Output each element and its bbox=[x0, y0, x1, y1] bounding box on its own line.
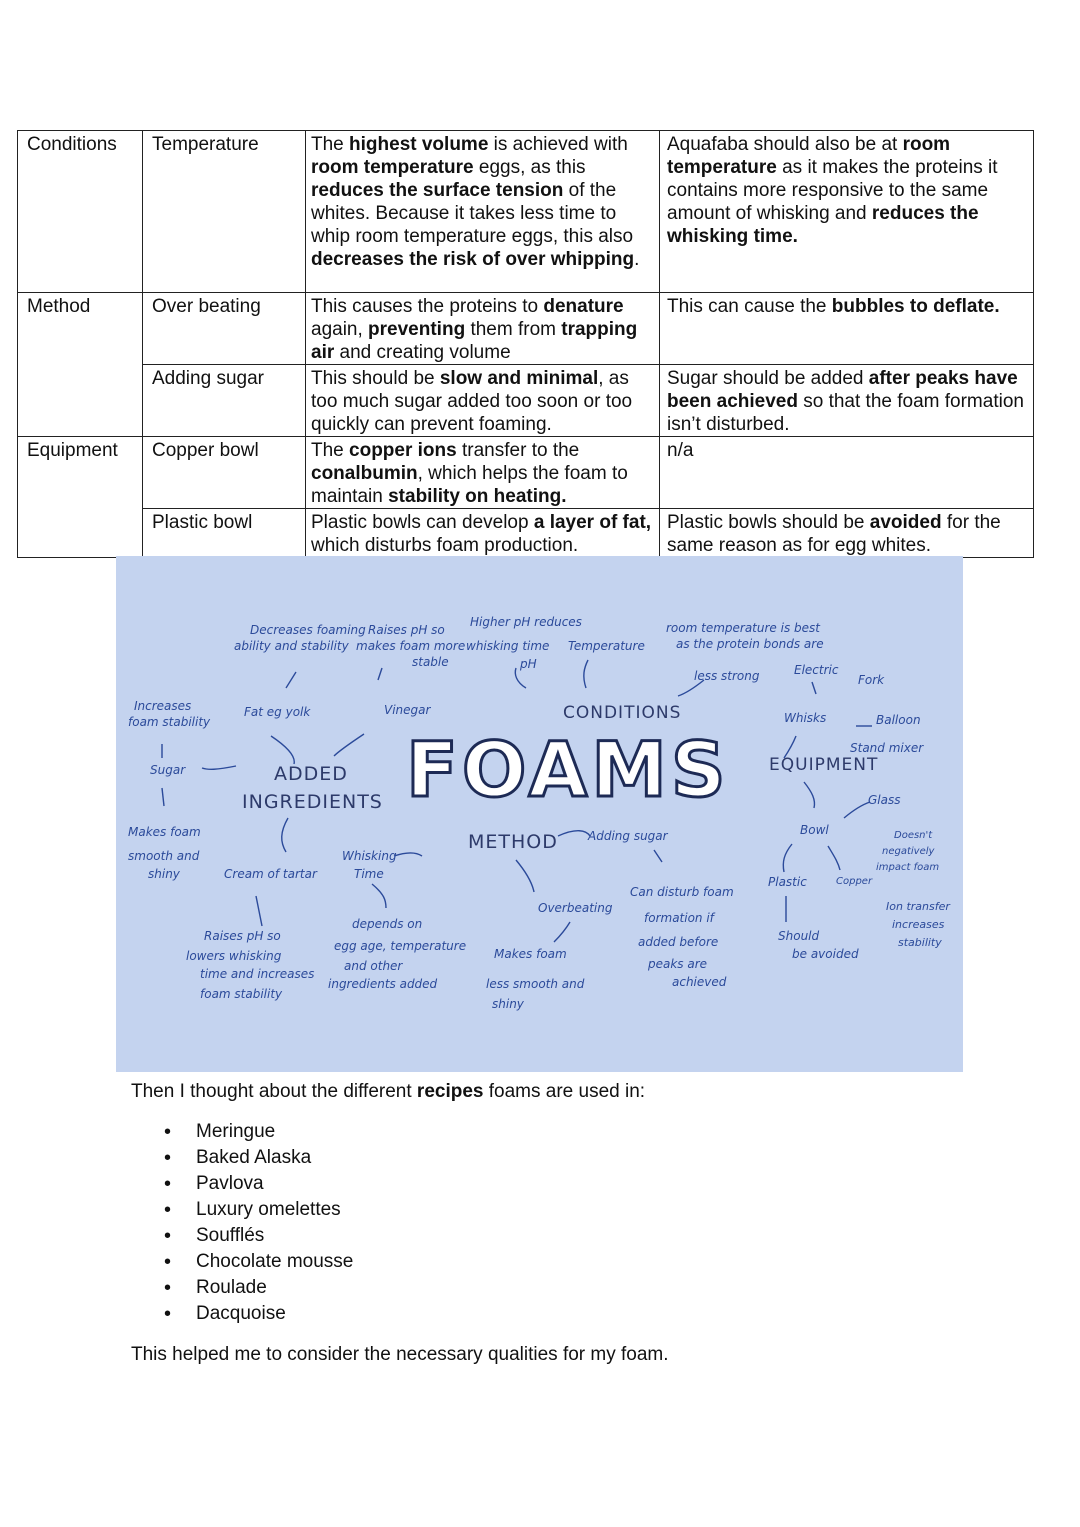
table-row bbox=[18, 437, 1034, 509]
category-cell bbox=[18, 509, 143, 558]
text: , as too much sugar added too soon or too quickly can prevent foaming. bbox=[311, 368, 633, 435]
text: Aquafaba should also be at bbox=[667, 134, 903, 155]
bold-text: after peaks have been achieved bbox=[667, 368, 1018, 412]
list-item: • Chocolate mousse bbox=[160, 1249, 353, 1275]
text: This should be bbox=[311, 368, 440, 389]
factor-cell: Copper bowl bbox=[143, 437, 306, 509]
list-item: • Baked Alaska bbox=[160, 1145, 353, 1171]
text: foams are used in: bbox=[483, 1081, 646, 1102]
bold-text: highest volume bbox=[349, 134, 489, 155]
note-balloon: Balloon bbox=[876, 713, 921, 727]
bold-text: avoided bbox=[869, 512, 942, 533]
text: as it makes the proteins it contains more responsive to the same amount of whisking and bbox=[667, 157, 998, 224]
effect-cell bbox=[306, 365, 660, 437]
note-should-avoid: Should be avoided bbox=[778, 929, 859, 961]
note-adding-sugar: Adding sugar bbox=[588, 829, 668, 843]
category-cell: Conditions bbox=[18, 131, 143, 293]
note-room-temp: room temperature is best as the protein bonds are less strong bbox=[666, 621, 824, 683]
list-item: • Pavlova bbox=[160, 1171, 353, 1197]
effect-cell bbox=[306, 509, 660, 558]
note-overbeating: Overbeating bbox=[538, 901, 613, 915]
factor-cell: Plastic bowl bbox=[143, 509, 306, 558]
note-higher-ph: Higher pH reduces whisking time bbox=[466, 615, 582, 653]
factor-cell: Temperature bbox=[143, 131, 306, 293]
bold-text: copper ions bbox=[349, 440, 457, 461]
note-fat: Fat eg yolk bbox=[244, 705, 311, 719]
branch-added-line2: INGREDIENTS bbox=[242, 791, 383, 813]
factor-cell: Over beating bbox=[143, 293, 306, 365]
text: eggs, as this bbox=[473, 157, 586, 178]
note-temperature: Temperature bbox=[568, 639, 645, 653]
note-sugar: Sugar bbox=[150, 763, 186, 777]
text: n/a bbox=[667, 440, 694, 461]
category-cell: Equipment bbox=[18, 437, 143, 509]
note-less-smooth: Makes foam less smooth and shiny bbox=[486, 947, 585, 1011]
text: Sugar should be added bbox=[667, 368, 869, 389]
alternative-cell bbox=[660, 437, 1034, 509]
text: them from bbox=[465, 319, 562, 340]
list-item: • Meringue bbox=[160, 1119, 353, 1145]
bold-text: preventing bbox=[368, 319, 466, 340]
bold-text: slow and minimal bbox=[439, 368, 599, 389]
list-item: • Dacquoise bbox=[160, 1301, 353, 1327]
table-row bbox=[18, 365, 1034, 437]
text: Plastic bowls can develop bbox=[311, 512, 534, 533]
bold-text: decreases the risk of over whipping bbox=[311, 249, 635, 270]
note-ion-transfer: Ion transfer increases stability bbox=[886, 900, 950, 949]
list-item: • Soufflés bbox=[160, 1223, 353, 1249]
note-makes-foam: Makes foam smooth and shiny bbox=[128, 825, 201, 881]
effect-cell bbox=[306, 293, 660, 365]
text: , which helps the foam to maintain bbox=[311, 463, 628, 507]
note-bowl: Bowl bbox=[800, 823, 829, 837]
note-doesnt-impact: Doesn't negatively impact foam bbox=[876, 830, 940, 873]
bold-text: room temperature bbox=[667, 134, 951, 178]
text: This causes the proteins to bbox=[311, 296, 544, 317]
list-item: • Roulade bbox=[160, 1275, 353, 1301]
effect-cell bbox=[306, 131, 660, 293]
table-row bbox=[18, 293, 1034, 365]
text: so that the foam formation isn’t disturbed. bbox=[667, 391, 1024, 435]
note-fork: Fork bbox=[858, 673, 885, 687]
text: transfer to the bbox=[456, 440, 580, 461]
bold-text: a layer of fat, bbox=[533, 512, 652, 533]
text: and creating volume bbox=[334, 342, 511, 363]
note-decreases-foaming: Decreases foaming ability and stability bbox=[234, 623, 366, 653]
mindmap-title: FOAMS bbox=[406, 725, 730, 814]
text: for the same reason as for egg whites. bbox=[667, 512, 1001, 556]
alternative-cell bbox=[660, 365, 1034, 437]
list-item: • Luxury omelettes bbox=[160, 1197, 353, 1223]
note-raises-ph: Raises pH so makes foam more stable bbox=[356, 623, 466, 669]
bold-text: denature bbox=[543, 296, 624, 317]
note-stand-mixer: Stand mixer bbox=[850, 741, 924, 755]
bold-text: bubbles to deflate. bbox=[831, 296, 1000, 317]
note-whisking-time: Whisking Time bbox=[342, 849, 397, 881]
note-vinegar: Vinegar bbox=[384, 703, 431, 717]
table-row bbox=[18, 131, 1034, 293]
foams-mindmap-photo bbox=[116, 556, 963, 1072]
branch-conditions: CONDITIONS bbox=[563, 703, 682, 723]
category-cell: Method bbox=[18, 293, 143, 365]
note-increases-stability: Increases foam stability bbox=[128, 699, 211, 729]
bold-text: trapping air bbox=[311, 319, 638, 363]
branch-method: METHOD bbox=[468, 831, 558, 853]
bold-text: reduces the whisking time. bbox=[667, 203, 979, 247]
factor-cell: Adding sugar bbox=[143, 365, 306, 437]
text: . bbox=[634, 249, 640, 270]
text: Then I thought about the different bbox=[131, 1081, 417, 1102]
table-row bbox=[18, 509, 1034, 558]
note-electric: Electric bbox=[794, 663, 839, 677]
note-depends-on: depends on egg age, temperature and other ingredients added bbox=[328, 917, 467, 991]
note-cream-of-tartar: Cream of tartar bbox=[224, 867, 317, 881]
note-glass: Glass bbox=[868, 793, 901, 807]
recipes-intro bbox=[131, 1081, 645, 1103]
effect-cell bbox=[306, 437, 660, 509]
mindmap-drawing bbox=[116, 556, 963, 1072]
recipe-list bbox=[160, 1119, 353, 1327]
alternative-cell bbox=[660, 131, 1034, 293]
alternative-cell bbox=[660, 293, 1034, 365]
note-disturb: Can disturb foam formation if added before peaks are achieved bbox=[630, 885, 734, 989]
note-copper: Copper bbox=[836, 876, 873, 887]
note-raises-ph-lowers: Raises pH so lowers whisking time and increases foam stability bbox=[186, 929, 315, 1001]
branch-equipment: EQUIPMENT bbox=[769, 755, 879, 775]
comparison-table bbox=[17, 130, 1034, 558]
text: The bbox=[311, 440, 350, 461]
note-plastic: Plastic bbox=[768, 875, 807, 889]
text: This can cause the bbox=[667, 296, 832, 317]
text: is achieved with bbox=[488, 134, 628, 155]
note-whisks: Whisks bbox=[784, 711, 827, 725]
text: which disturbs foam production. bbox=[311, 535, 579, 556]
conclusion-text: This helped me to consider the necessary qualities for my foam. bbox=[131, 1344, 669, 1365]
bold-text: reduces the surface tension bbox=[311, 180, 564, 201]
text: again, bbox=[311, 319, 369, 340]
alternative-cell bbox=[660, 509, 1034, 558]
bold-text: conalbumin bbox=[311, 463, 418, 484]
category-cell bbox=[18, 365, 143, 437]
bold-text: stability on heating. bbox=[388, 486, 567, 507]
text: of the whites. Because it takes less time to whip room temperature eggs, this also bbox=[311, 180, 634, 247]
branch-added-line1: ADDED bbox=[274, 763, 348, 785]
note-ph: pH bbox=[520, 657, 537, 671]
text: The bbox=[311, 134, 350, 155]
bold-text: room temperature bbox=[311, 157, 474, 178]
bold-text: recipes bbox=[416, 1081, 484, 1102]
text: Plastic bowls should be bbox=[667, 512, 870, 533]
